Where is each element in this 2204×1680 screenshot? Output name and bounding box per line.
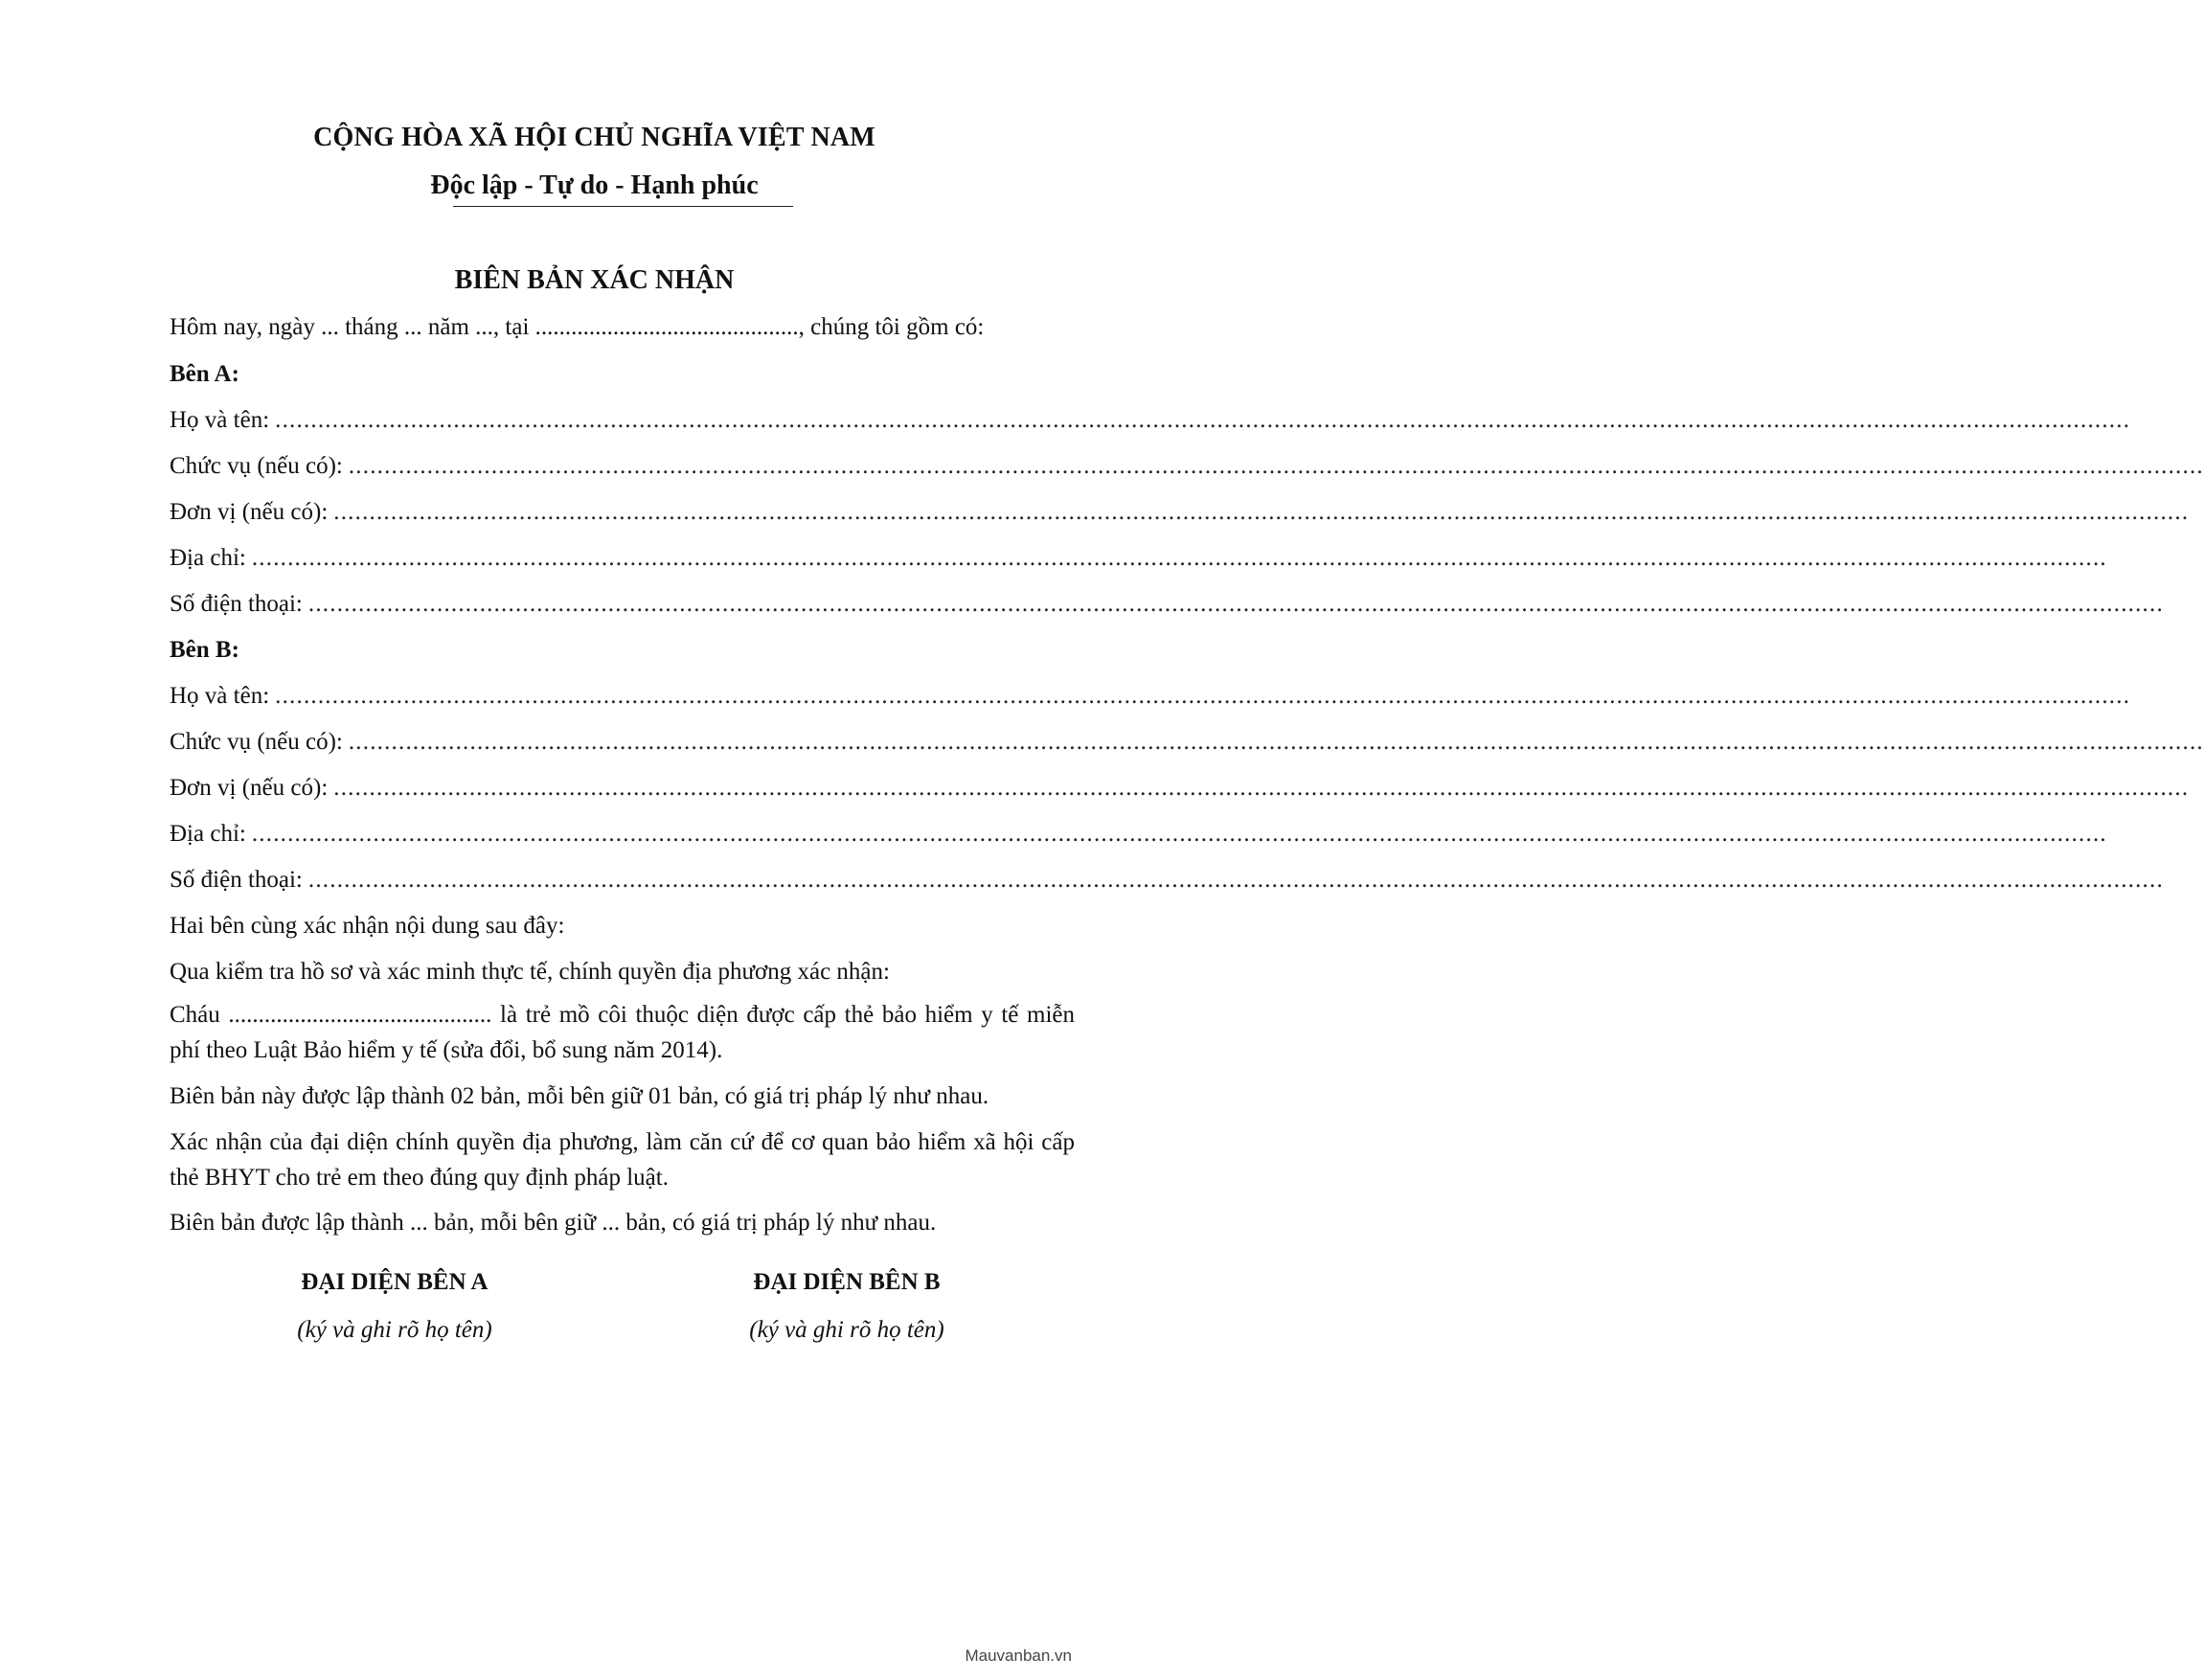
party-b-address-field[interactable] xyxy=(170,820,2107,849)
signature-block-b xyxy=(689,1267,1005,1346)
intro-line: Hôm nay, ngày ... tháng ... năm ..., tại ............................................, chúng tôi gồm có: xyxy=(170,314,985,340)
field-label: Chức vụ (nếu có): xyxy=(170,729,343,755)
party-a-unit-field[interactable] xyxy=(170,498,2190,527)
fill-line: .................................................................................................................................................................................................................................................................... xyxy=(307,591,2164,617)
body-paragraph-6: Biên bản được lập thành ... bản, mỗi bên giữ ... bản, có giá trị pháp lý như nhau. xyxy=(170,1210,937,1236)
signature-title-a: ĐẠI DIỆN BÊN A xyxy=(301,1269,489,1295)
fill-line: .................................................................................................................................................................................................................................................................... xyxy=(307,867,2164,893)
party-a-name-field[interactable] xyxy=(170,406,2131,435)
party-b-heading: Bên B: xyxy=(170,637,239,663)
fill-line: .................................................................................................................................................................................................................................................................... xyxy=(251,545,2107,571)
party-a-position-field[interactable] xyxy=(170,452,2204,481)
field-label: Chức vụ (nếu có): xyxy=(170,453,343,479)
body-paragraph-4: Biên bản này được lập thành 02 bản, mỗi bên giữ 01 bản, có giá trị pháp lý như nhau. xyxy=(170,1083,989,1109)
fill-line: .................................................................................................................................................................................................................................................................... xyxy=(348,729,2204,755)
signature-title-b: ĐẠI DIỆN BÊN B xyxy=(753,1269,941,1295)
party-b-name-field[interactable] xyxy=(170,682,2131,711)
field-label: Đơn vị (nếu có): xyxy=(170,499,329,525)
fill-line: .................................................................................................................................................................................................................................................................... xyxy=(275,683,2131,709)
fill-line: .................................................................................................................................................................................................................................................................... xyxy=(333,499,2190,525)
field-label: Địa chỉ: xyxy=(170,545,246,571)
field-label: Họ và tên: xyxy=(170,407,270,433)
party-a-address-field[interactable] xyxy=(170,544,2107,573)
body-paragraph-2: Qua kiểm tra hồ sơ và xác minh thực tế, chính quyền địa phương xác nhận: xyxy=(170,959,890,985)
body-paragraph-3: Cháu ............................................ là trẻ mồ côi thuộc diện được cấp thẻ bảo hiểm y tế miễn phí theo Luật Bảo hiểm y tế (sửa đổi, bổ sung năm 2014). xyxy=(170,1002,1075,1063)
party-b-phone-field[interactable] xyxy=(170,866,2164,895)
national-title: CỘNG HÒA XÃ HỘI CHỦ NGHĨA VIỆT NAM xyxy=(313,123,875,152)
party-b-unit-field[interactable] xyxy=(170,774,2190,803)
motto-underline xyxy=(453,206,793,207)
watermark: Mauvanban.vn xyxy=(965,1646,1072,1665)
fill-line: .................................................................................................................................................................................................................................................................... xyxy=(333,775,2190,801)
document-title: BIÊN BẢN XÁC NHẬN xyxy=(454,265,735,295)
field-label: Số điện thoại: xyxy=(170,591,303,617)
party-b-position-field[interactable] xyxy=(170,728,2204,757)
signature-note-b: (ký và ghi rõ họ tên) xyxy=(749,1317,944,1343)
fill-line: .................................................................................................................................................................................................................................................................... xyxy=(348,453,2204,479)
signature-block-a xyxy=(237,1267,553,1346)
field-label: Họ và tên: xyxy=(170,683,270,709)
body-paragraph-1: Hai bên cùng xác nhận nội dung sau đây: xyxy=(170,913,565,939)
motto: Độc lập - Tự do - Hạnh phúc xyxy=(430,170,759,200)
party-a-phone-field[interactable] xyxy=(170,590,2164,619)
field-label: Số điện thoại: xyxy=(170,867,303,893)
fill-line: .................................................................................................................................................................................................................................................................... xyxy=(275,407,2131,433)
field-label: Địa chỉ: xyxy=(170,821,246,847)
signature-note-a: (ký và ghi rõ họ tên) xyxy=(297,1317,492,1343)
body-paragraph-5: Xác nhận của đại diện chính quyền địa phương, làm căn cứ để cơ quan bảo hiểm xã hội cấp thẻ BHYT cho trẻ em theo đúng quy định pháp luật. xyxy=(170,1129,1075,1191)
fill-line: .................................................................................................................................................................................................................................................................... xyxy=(251,821,2107,847)
party-a-heading: Bên A: xyxy=(170,361,239,387)
field-label: Đơn vị (nếu có): xyxy=(170,775,329,801)
